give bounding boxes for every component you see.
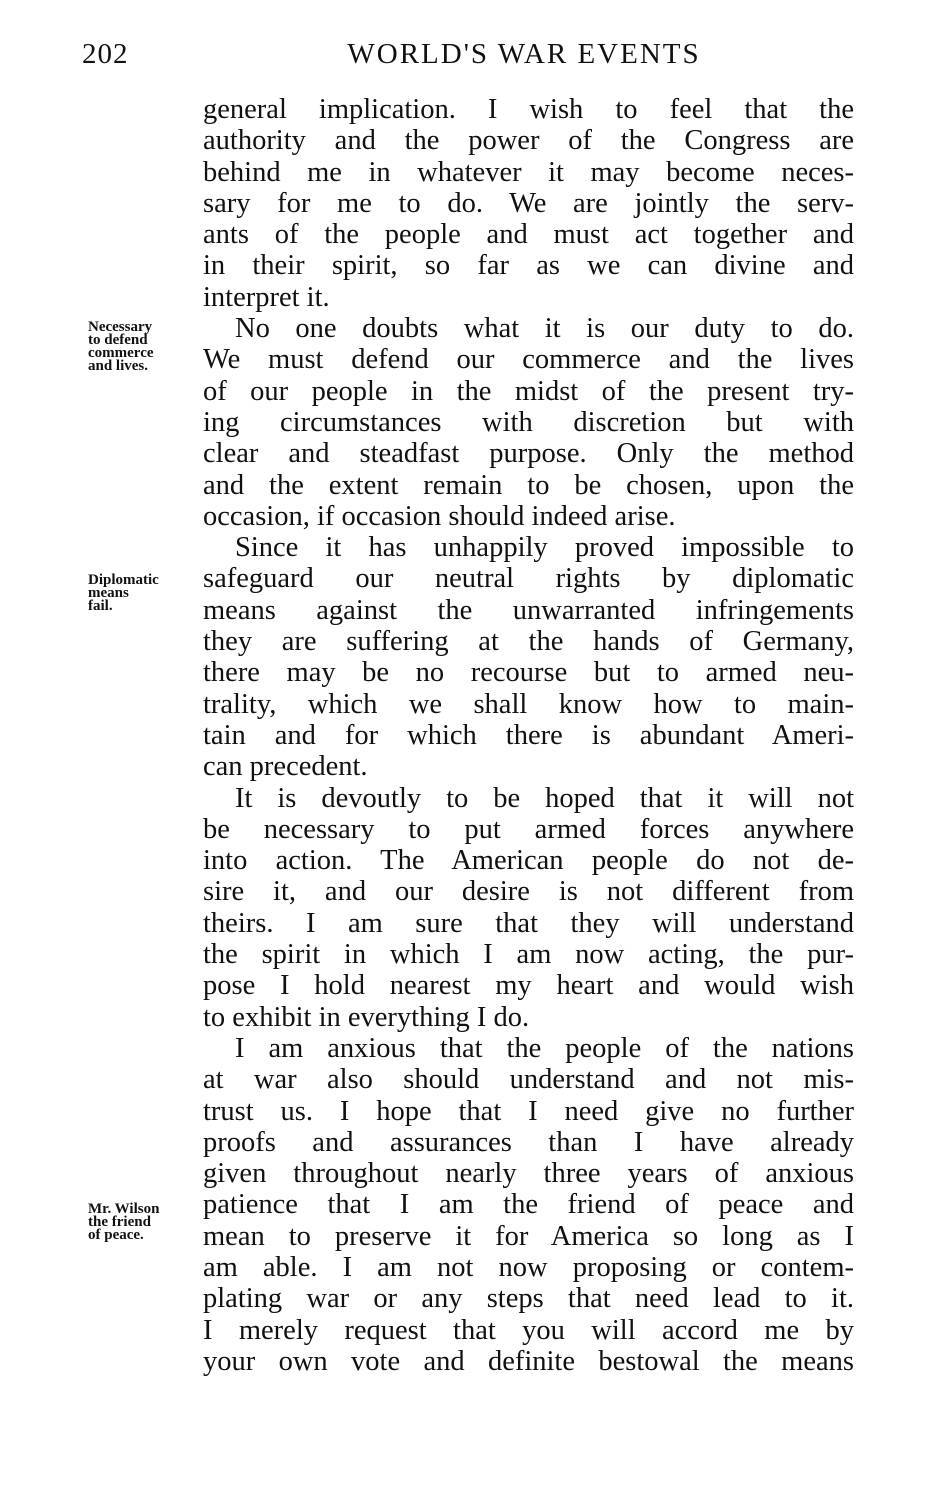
- sidenote-friend-of-peace: [88, 1203, 206, 1242]
- sidenote-line: the friend: [88, 1214, 151, 1230]
- text-line: can precedent.: [203, 751, 368, 783]
- text-line: the spirit in which I am now acting, the pur-: [203, 939, 854, 971]
- text-line: in their spirit, so far as we can divine and: [203, 250, 854, 282]
- text-line: at war also should understand and not mis-: [203, 1064, 854, 1096]
- text-line: occasion, if occasion should indeed arise.: [203, 500, 676, 532]
- text-line: am able. I am not now proposing or contem-: [203, 1251, 854, 1283]
- text-line: ing circumstances with discretion but with: [203, 406, 854, 438]
- text-line: to exhibit in everything I do.: [203, 1001, 530, 1033]
- body-text: [203, 94, 854, 1377]
- text-line: tain and for which there is abundant Ameri-: [203, 719, 854, 751]
- text-line: interpret it.: [203, 281, 330, 313]
- text-line: It is devoutly to be hoped that it will not: [235, 782, 854, 814]
- text-line: clear and steadfast purpose. Only the method: [203, 438, 854, 470]
- sidenote-line: Necessary: [88, 319, 153, 335]
- text-line: I am anxious that the people of the nations: [235, 1032, 854, 1064]
- sidenote-line: and lives.: [88, 358, 149, 374]
- text-line: of our people in the midst of the present try-: [203, 375, 854, 407]
- text-line: ants of the people and must act together and: [203, 219, 854, 251]
- text-line: We must defend our commerce and the lives: [203, 344, 854, 376]
- text-line: mean to preserve it for America so long as I: [203, 1220, 854, 1252]
- sidenote-line: Mr. Wilson: [88, 1201, 160, 1217]
- text-line: into action. The American people do not de-: [203, 845, 854, 877]
- text-line: general implication. I wish to feel that the: [203, 94, 854, 125]
- text-line: patience that I am the friend of peace and: [203, 1189, 854, 1221]
- text-line: trust us. I hope that I need give no further: [203, 1095, 854, 1127]
- text-line: pose I hold nearest my heart and would wish: [203, 970, 854, 1002]
- sidenote-line: of peace.: [88, 1227, 144, 1243]
- sidenote-line: means: [88, 585, 129, 601]
- text-line: given throughout nearly three years of anxious: [203, 1158, 854, 1190]
- text-line: plating war or any steps that need lead to it.: [203, 1283, 854, 1315]
- text-line: behind me in whatever it may become neces-: [203, 156, 854, 188]
- text-line: there may be no recourse but to armed neu-: [203, 657, 854, 689]
- text-line: sire it, and our desire is not different from: [203, 876, 854, 908]
- sidenote-defend-commerce: [88, 321, 206, 373]
- text-line: authority and the power of the Congress are: [203, 125, 854, 157]
- page-number: 202: [82, 38, 129, 70]
- text-line: be necessary to put armed forces anywhere: [203, 813, 854, 845]
- text-line: theirs. I am sure that they will understand: [203, 907, 854, 939]
- text-line: safeguard our neutral rights by diplomatic: [203, 563, 854, 595]
- text-line: No one doubts what it is our duty to do.: [235, 313, 854, 345]
- sidenote-line: fail.: [88, 598, 113, 614]
- text-line: your own vote and definite bestowal the means: [203, 1345, 854, 1377]
- text-line: trality, which we shall know how to main-: [203, 688, 854, 720]
- sidenote-line: Diplomatic: [88, 572, 159, 588]
- sidenote-line: to defend: [88, 332, 148, 348]
- text-line: Since it has unhappily proved impossible to: [235, 532, 854, 564]
- text-line: I merely request that you will accord me by: [203, 1314, 854, 1346]
- running-title: WORLD'S WAR EVENTS: [347, 38, 701, 70]
- text-line: and the extent remain to be chosen, upon the: [203, 469, 854, 501]
- text-line: they are suffering at the hands of Germany,: [203, 626, 854, 658]
- sidenote-diplomatic-means: [88, 574, 206, 613]
- sidenote-line: commerce: [88, 345, 154, 361]
- text-line: means against the unwarranted infringements: [203, 594, 854, 626]
- text-line: proofs and assurances than I have already: [203, 1126, 854, 1158]
- text-line: sary for me to do. We are jointly the serv-: [203, 187, 854, 219]
